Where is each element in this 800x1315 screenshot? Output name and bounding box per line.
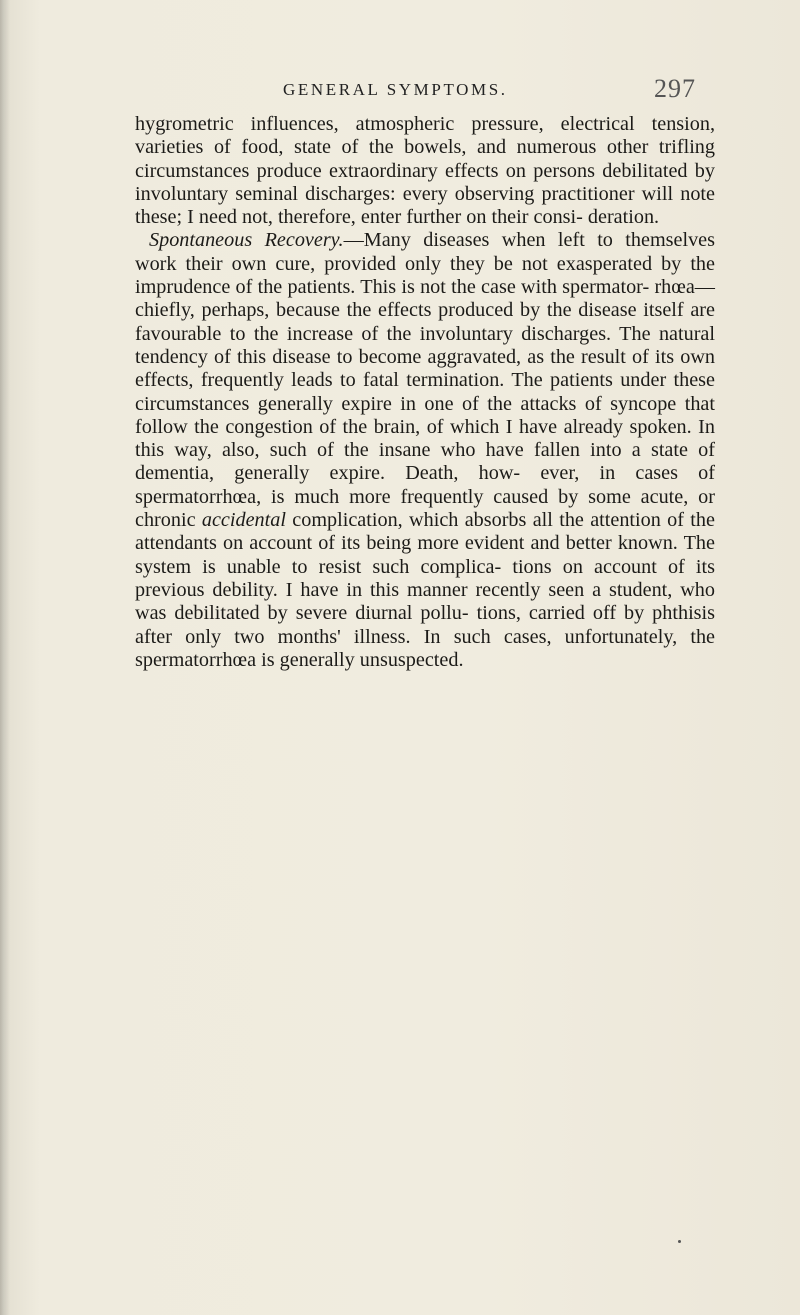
paragraph-spontaneous-recovery	[135, 229, 715, 672]
page-number: 297	[654, 74, 696, 103]
paragraph-text-part-1: —Many diseases when left to themselves work their own cure, provided only they be not exasperated by the imprudence of the patients. This is not the case with spermator- rhœa—chiefly, perhaps, because the effects produced by the disease itself are favourable to the increase of the involuntary discharges. The natural tendency of this disease to become aggravated, as the result of its own effects, frequently leads to fatal termination. The patients under these circumstances generally expire in one of the attacks of syncope that follow the congestion of the brain, of which I have already spoken. In this way, also, such of the insane who have fallen into a state of dementia, generally expire. Death, how- ever, in cases of spermatorrhœa, is much more frequently caused by some acute, or chronic	[135, 229, 715, 532]
paper-speck	[678, 1240, 681, 1243]
running-head: GENERAL SYMPTOMS.	[283, 80, 508, 99]
paragraph-continuation: hygrometric influences, atmospheric pressure, electrical tension, varieties of food, state of the bowels, and numerous other trifling circumstances produce extraordinary effects on persons debilitated by involuntary seminal discharges: every observing practitioner will note these; I need not, therefore, enter further on their consi- deration.	[135, 113, 715, 229]
paragraph-text-part-2: complication, which absorbs all the attention of the attendants on account of its being more evident and better known. The system is unable to resist such complica- tions on account of its previous debility. I have in this manner recently seen a student, who was debilitated by severe diurnal pollu- tions, carried off by phthisis after only two months' illness. In such cases, unfortunately, the spermatorrhœa is generally unsuspected.	[135, 509, 715, 671]
section-heading: Spontaneous Recovery.	[149, 229, 344, 252]
emphasis-word: accidental	[201, 509, 286, 532]
binding-gutter-shadow	[0, 0, 10, 1315]
body-text	[135, 113, 715, 672]
